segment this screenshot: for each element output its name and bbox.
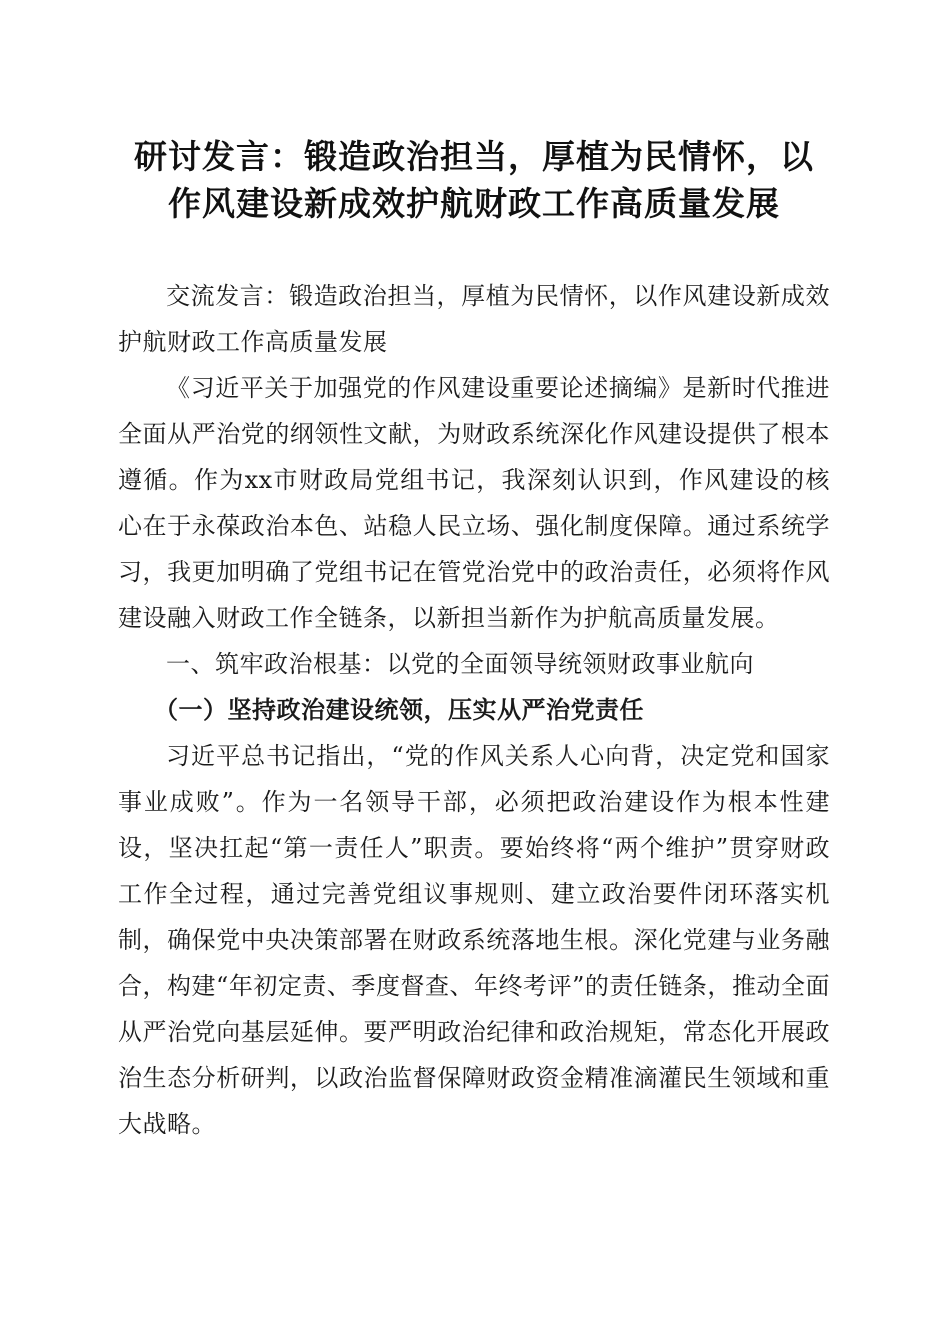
subsection-heading-1: （一）坚持政治建设统领，压实从严治党责任 <box>154 695 644 724</box>
section-heading-1: 一、筑牢政治根基：以党的全面领导统领财政事业航向 <box>166 650 754 678</box>
body-paragraph-1: 《习近平关于加强党的作风建设重要论述摘编》是新时代推进全面从严治党的纲领性文献，为财政系统深化作风建设提供了根本遵循。作为xx市财政局党组书记，我深刻认识到，作风建设的核心在于永葆政治本色、站稳人民立场、强化制度保障。通过系统学习，我更加明确了党组书记在管党治党中的政治责任，必须将作风建设融入财政工作全链条，以新担当新作为护航高质量发展。 <box>118 374 830 632</box>
title-line-2: 作风建设新成效护航财政工作高质量发展 <box>168 184 780 223</box>
document-body <box>118 273 830 1147</box>
document-title <box>118 133 830 227</box>
title-line-1: 研讨发言：锻造政治担当，厚植为民情怀，以 <box>134 137 814 176</box>
intro-paragraph: 交流发言：锻造政治担当，厚植为民情怀，以作风建设新成效护航财政工作高质量发展 <box>118 282 830 356</box>
body-paragraph-2: 习近平总书记指出，“党的作风关系人心向背，决定党和国家事业成败”。作为一名领导干部，必须把政治建设作为根本性建设，坚决扛起“第一责任人”职责。要始终将“两个维护”贯穿财政工作全过程，通过完善党组议事规则、建立政治要件闭环落实机制，确保党中央决策部署在财政系统落地生根。深化党建与业务融合，构建“年初定责、季度督查、年终考评”的责任链条，推动全面从严治党向基层延伸。要严明政治纪律和政治规矩，常态化开展政治生态分析研判，以政治监督保障财政资金精准滴灌民生领域和重大战略。 <box>118 742 830 1138</box>
document-page <box>118 133 830 1147</box>
